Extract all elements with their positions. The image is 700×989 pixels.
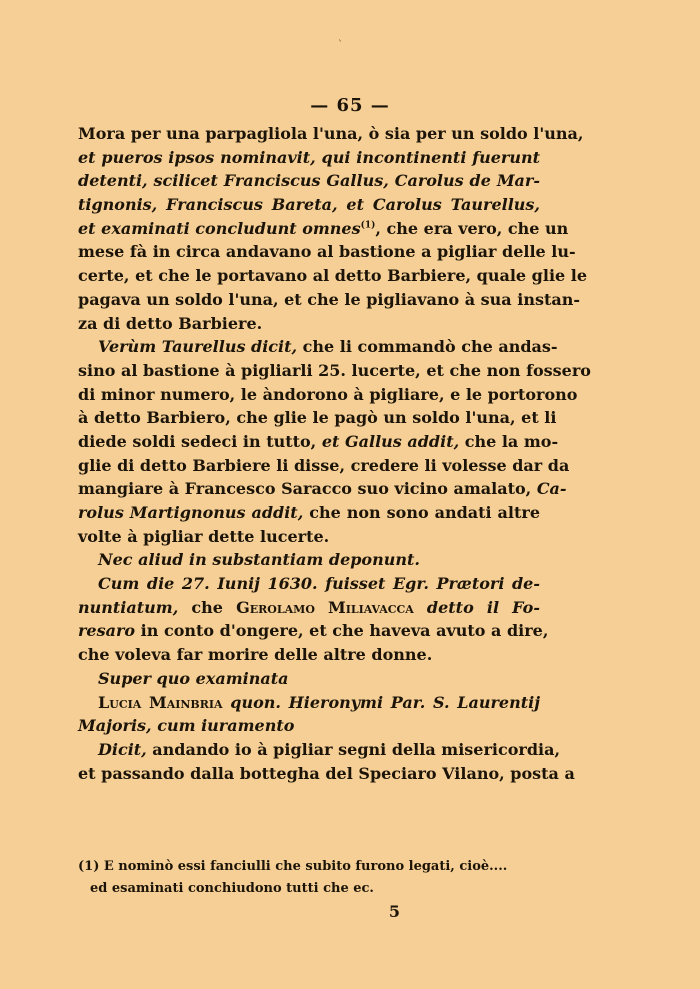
page-speck: ` [338,40,343,51]
text-run: in conto d'ongere, et che haveva avuto a dire, [135,621,549,641]
text-line [78,312,540,336]
text-run: à detto Barbiero, che glie le pagò un soldo l'una, et li [78,408,557,428]
text-line [78,217,569,241]
text-line [78,762,575,786]
page-number: — 65 — [310,95,390,116]
text-line [78,525,540,549]
text-run [414,598,427,617]
text-line [78,501,540,525]
text-run: Super quo examinata [98,668,289,688]
footnote-line: ed esaminati conchiudono tutti che ec. [90,881,374,896]
text-run: mese fà in circa andavano al bastione a pigliar delle lu- [78,242,576,262]
page-body-text [78,122,591,785]
text-line [78,596,540,620]
footnote-line: (1) E nominò essi fanciulli che subito furono legati, cioè.... [78,859,508,874]
text-run: glie di detto Barbiere li disse, credere li volesse dar da [78,455,570,475]
text-line [78,619,549,643]
text-line [78,477,567,501]
text-run: Dicit, [98,739,147,759]
text-run: che li commandò che andas- [297,337,558,357]
text-run: che voleva far morire delle altre donne. [78,645,433,665]
text-line [78,193,540,217]
text-run: Cum die 27. Iunij 1630. fuisset Egr. Prætori de- [98,574,540,594]
footnote [78,856,540,900]
text-line [78,691,540,715]
text-run: Ca- [536,479,567,499]
text-run: pagava un soldo l'una, et che le pigliavano à sua instan- [78,289,580,309]
text-run: andando io à pigliar segni della misericordia, [146,739,561,759]
text-line [78,548,540,572]
text-line [78,430,559,454]
text-line [78,454,570,478]
text-run: za di detto Barbiere. [78,313,263,333]
text-line [78,714,540,738]
text-run: detenti, scilicet Franciscus Gallus, Carolus de Mar- [78,171,540,191]
text-line [78,359,591,383]
text-run: tignonis, Franciscus Bareta, et Carolus Taurellus, [78,195,540,215]
text-run: diede soldi sedeci in tutto, [78,431,322,451]
text-line [78,146,540,170]
text-run: mangiare à Francesco Saracco suo vicino amalato, [78,479,537,499]
signature-mark: 5 [388,902,400,921]
text-run: Verùm Taurellus dicit, [98,337,298,357]
text-line [78,643,540,667]
text-run: , che era vero, che un [375,218,569,238]
text-run: sino al bastione à pigliarli 25. lucerte, et che non fossero [78,360,591,380]
text-run: detto il Fo- [426,597,540,617]
text-line [78,572,540,596]
footnote-ref: (1) [360,220,376,231]
text-run: et passando dalla bottegha del Speciaro Vilano, posta a [78,763,575,783]
text-run: Lucia Mainbria [98,692,223,712]
text-line [78,738,561,762]
text-line [78,383,578,407]
text-line [78,240,576,264]
text-line [78,288,580,312]
text-run: Majoris, cum iuramento [78,716,295,736]
text-run: Gerolamo Miliavacca [236,597,414,617]
text-run: quon. Hieronymi Par. S. Laurentij [230,692,540,712]
text-run: Nec aliud in substantiam deponunt. [98,550,420,570]
text-line [78,169,540,193]
text-run: Mora per una parpagliola l'una, ò sia per un soldo l'una, [78,124,584,143]
text-line [78,335,558,359]
text-run: rolus Martignonus addit, [78,503,304,522]
text-run: di minor numero, le àndorono à pigliare, e le portorono [78,384,578,404]
text-run: resaro [78,621,136,641]
text-run: che non sono andati altre [303,503,541,522]
text-run: et examinati concludunt omnes [78,218,361,238]
text-line [78,122,584,146]
text-line [78,264,588,288]
text-run: che [178,597,237,617]
text-run: et Gallus addit, [321,431,460,451]
text-run: nuntiatum, [78,597,179,617]
text-line [78,406,557,430]
text-run: certe, et che le portavano al detto Barbiere, quale glie le [78,266,588,286]
text-run: volte à pigliar dette lucerte. [78,526,330,546]
text-line [78,667,540,691]
text-run: che la mo- [459,431,559,451]
text-run: et pueros ipsos nominavit, qui incontinenti fuerunt [78,147,540,167]
